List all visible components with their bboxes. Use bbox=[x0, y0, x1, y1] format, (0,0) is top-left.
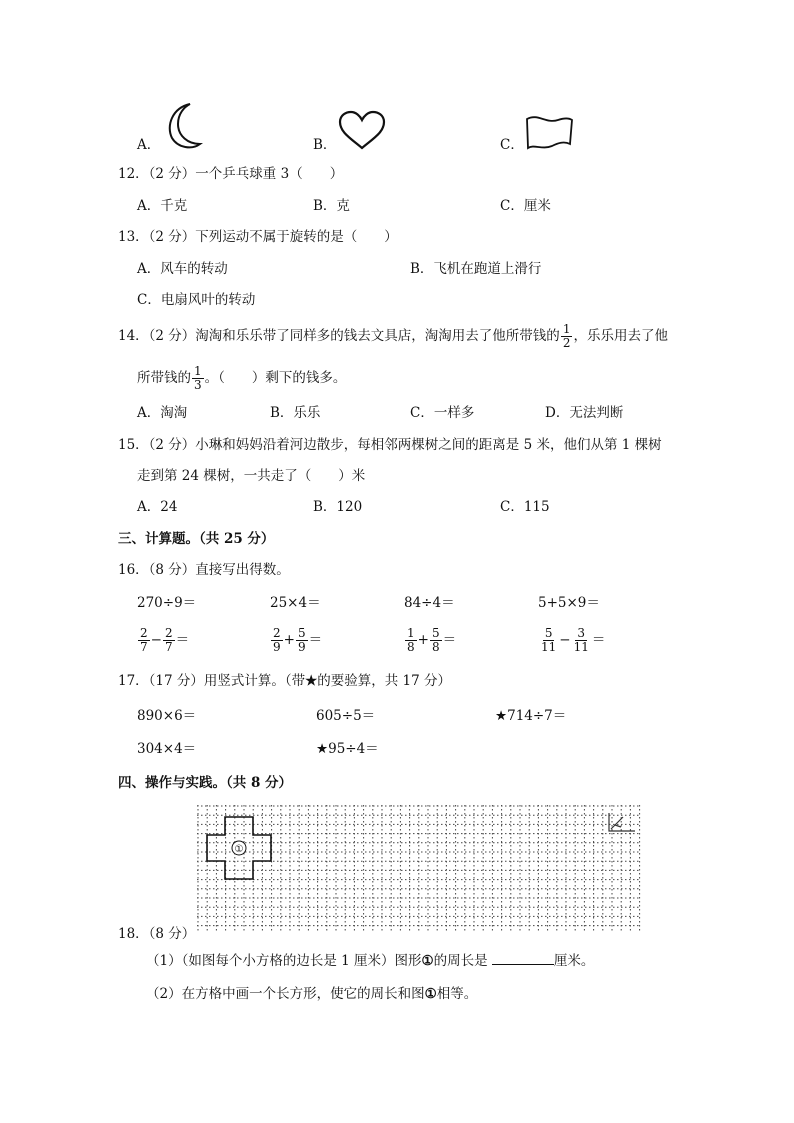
q16-fraction-expression bbox=[270, 625, 322, 655]
q13-option-c: C．电扇风叶的转动 bbox=[137, 292, 256, 308]
q16-item-2: 25×4＝ bbox=[270, 595, 321, 611]
q11-option-a: A． bbox=[137, 137, 161, 153]
heart-icon bbox=[336, 110, 388, 152]
q14-option-d: D．无法判断 bbox=[545, 405, 624, 421]
q18-sub1-text: （1）（如图每个小方格的边长是 1 厘米）图形 bbox=[146, 953, 422, 969]
frac-denominator: 11 bbox=[541, 640, 557, 654]
dotted-grid[interactable] bbox=[197, 805, 641, 933]
q16-item-3: 84÷4＝ bbox=[404, 595, 455, 611]
equals-sign: ＝ bbox=[308, 632, 323, 648]
operator: − bbox=[150, 632, 162, 648]
section-4-heading: 四、操作与实践。（共 8 分） bbox=[118, 775, 293, 791]
q16-fraction-expression bbox=[404, 625, 456, 655]
q17-item-4: 304×4＝ bbox=[137, 741, 197, 757]
q14-text-1: 14．（2 分）淘淘和乐乐带了同样多的钱去文具店，淘淘用去了他所带钱的 bbox=[118, 328, 560, 344]
q15-line1: 15．（2 分）小琳和妈妈沿着河边散步，每相邻两棵树之间的距离是 5 米，他们从第 1 棵树 bbox=[118, 437, 662, 453]
frac-numerator: 5 bbox=[544, 626, 553, 640]
operator: + bbox=[417, 632, 429, 648]
operator: + bbox=[283, 632, 295, 648]
q17-item-1: 890×6＝ bbox=[137, 708, 197, 724]
q17-stem-text-end: 的要验算，共 17 分） bbox=[317, 673, 452, 689]
q16-item-1: 270÷9＝ bbox=[137, 595, 197, 611]
frac-numerator: 5 bbox=[297, 626, 306, 640]
q12-option-a: A．千克 bbox=[137, 198, 188, 214]
q12-stem: 12．（2 分）一个乒乓球重 3（ ） bbox=[118, 166, 344, 182]
q16-fraction-expression bbox=[538, 625, 605, 655]
fraction bbox=[405, 627, 417, 654]
equals-sign: ＝ bbox=[442, 632, 457, 648]
frac-denominator: 7 bbox=[164, 640, 173, 654]
circled-one: ① bbox=[421, 953, 434, 969]
frac-denominator: 8 bbox=[431, 640, 440, 654]
fraction bbox=[572, 627, 591, 654]
q18-sub2-text-2: 相等。 bbox=[436, 986, 478, 1002]
frac-numerator: 5 bbox=[431, 626, 440, 640]
q11-option-b: B． bbox=[313, 137, 337, 153]
operator: − bbox=[559, 632, 571, 648]
q15-line2: 走到第 24 棵树，一共走了（ ）米 bbox=[137, 468, 366, 484]
q17-stem-text: 17．（17 分）用竖式计算。（带 bbox=[118, 673, 306, 689]
equals-sign: ＝ bbox=[175, 632, 190, 648]
q15-option-c: C．115 bbox=[500, 499, 550, 515]
q14-line1 bbox=[118, 322, 668, 350]
q18-label: 18．（8 分） bbox=[118, 926, 196, 942]
frac-numerator: 1 bbox=[562, 322, 571, 336]
q13-option-a: A．风车的转动 bbox=[137, 261, 228, 277]
frac-denominator: 8 bbox=[407, 640, 415, 654]
q15-option-a: A．24 bbox=[137, 499, 178, 515]
q14-option-b: B．乐乐 bbox=[270, 405, 321, 421]
shape-label: ① bbox=[234, 844, 244, 855]
fraction-one-half bbox=[561, 323, 573, 350]
equals-sign: ＝ bbox=[591, 632, 606, 648]
frac-denominator: 9 bbox=[297, 640, 306, 654]
q18-sub1 bbox=[146, 952, 594, 970]
frac-numerator: 2 bbox=[273, 626, 281, 640]
frac-denominator: 11 bbox=[573, 640, 589, 654]
frac-numerator: 2 bbox=[140, 626, 148, 640]
q12-option-b: B．克 bbox=[313, 198, 350, 214]
fraction bbox=[539, 627, 558, 654]
fraction-one-third bbox=[192, 365, 204, 392]
q17-item-3: ★714÷7＝ bbox=[495, 708, 567, 724]
q18-sub1-text-2: 的周长是 bbox=[433, 953, 492, 969]
fraction bbox=[296, 627, 308, 654]
frac-numerator: 3 bbox=[577, 626, 586, 640]
waving-flag-icon bbox=[524, 114, 576, 152]
frac-numerator: 1 bbox=[407, 626, 415, 640]
q14-line2 bbox=[137, 364, 346, 392]
q11-option-c: C． bbox=[500, 137, 524, 153]
q18-sub2-text: （2）在方格中画一个长方形，使它的周长和图 bbox=[146, 986, 425, 1002]
fraction bbox=[430, 627, 442, 654]
q16-fraction-expression bbox=[137, 625, 189, 655]
frac-denominator: 3 bbox=[194, 378, 202, 392]
fraction bbox=[271, 627, 283, 654]
q16-item-4: 5+5×9＝ bbox=[538, 595, 600, 611]
q14-text-2: 所带钱的 bbox=[137, 370, 191, 386]
q18-sub2 bbox=[146, 985, 477, 1003]
frac-denominator: 2 bbox=[562, 336, 571, 350]
q14-option-a: A．淘淘 bbox=[137, 405, 188, 421]
q16-stem: 16．（8 分）直接写出得数。 bbox=[118, 562, 290, 578]
fraction bbox=[163, 627, 175, 654]
q14-text-1-end: ，乐乐用去了他 bbox=[573, 328, 668, 344]
q17-item-5: ★95÷4＝ bbox=[316, 741, 379, 757]
circled-one: ① bbox=[424, 986, 437, 1002]
frac-denominator: 7 bbox=[140, 640, 148, 654]
frac-numerator: 2 bbox=[164, 626, 173, 640]
fraction bbox=[138, 627, 150, 654]
q14-text-2-end: 。（ ）剩下的钱多。 bbox=[204, 370, 347, 386]
q13-stem: 13．（2 分）下列运动不属于旋转的是（ ） bbox=[118, 229, 398, 245]
q14-option-c: C．一样多 bbox=[410, 405, 475, 421]
crescent-moon-icon bbox=[160, 100, 204, 150]
section-3-heading: 三、计算题。（共 25 分） bbox=[118, 531, 275, 547]
frac-numerator: 1 bbox=[194, 364, 202, 378]
q15-option-b: B．120 bbox=[313, 499, 363, 515]
q12-option-c: C．厘米 bbox=[500, 198, 551, 214]
q17-item-2: 605÷5＝ bbox=[316, 708, 376, 724]
answer-blank[interactable] bbox=[492, 952, 554, 965]
q13-option-b: B．飞机在跑道上滑行 bbox=[410, 261, 542, 277]
pencil-mark-icon bbox=[609, 813, 635, 831]
q17-stem bbox=[118, 672, 451, 690]
q18-sub1-unit: 厘米。 bbox=[553, 953, 595, 969]
star-icon: ★ bbox=[305, 673, 318, 689]
frac-denominator: 9 bbox=[273, 640, 281, 654]
